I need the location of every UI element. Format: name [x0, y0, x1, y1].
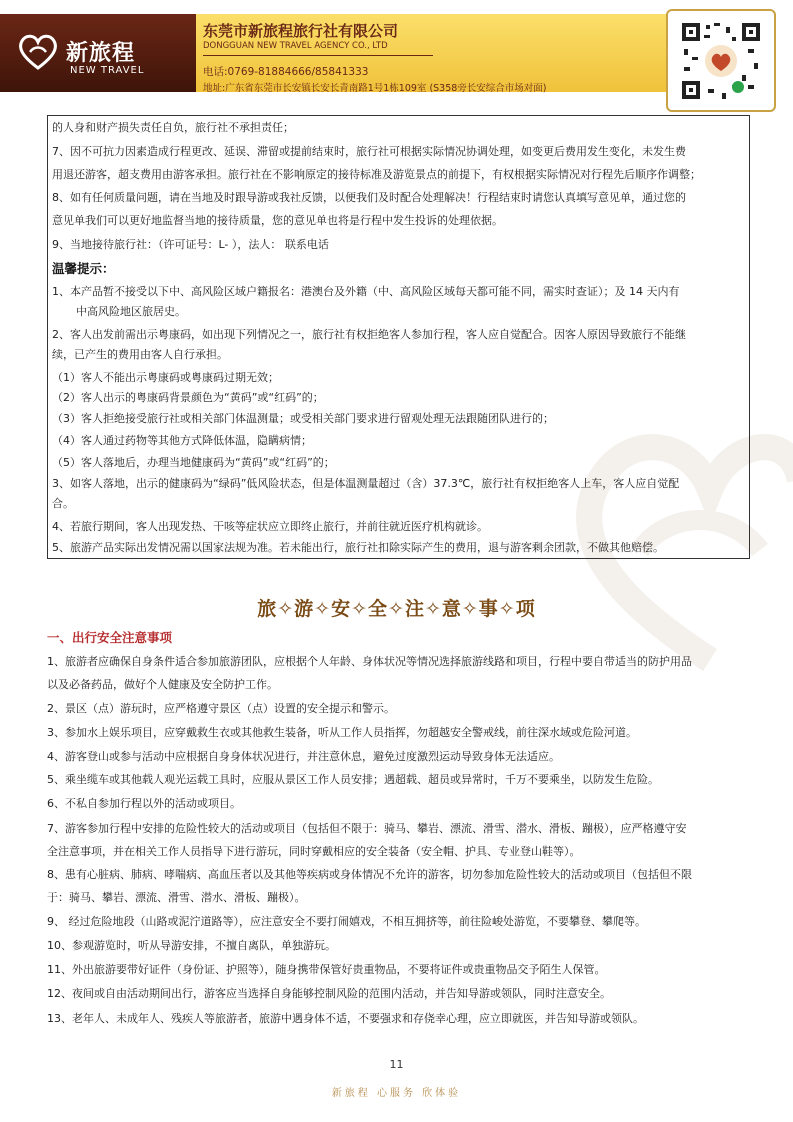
- tip-line: 5、旅游产品实际出发情况需以国家法规为准。若未能出行，旅行社扣除实际产生的费用，退与游客剩余团款，不做其他赔偿。: [52, 541, 664, 554]
- qr-code-frame: [666, 9, 776, 112]
- tip-line: （2）客人出示的粤康码背景颜色为“黄码”或“红码”的；: [52, 391, 324, 404]
- company-english-name: DONGGUAN NEW TRAVEL AGENCY CO., LTD: [203, 41, 388, 51]
- logo-chinese-text: 新旅程: [66, 41, 136, 66]
- safety-line: 12、夜间或自由活动期间出行，游客应当选择自身能够控制风险的范围内活动，并告知导游或领队，同时注意安全。: [47, 987, 611, 1000]
- tip-line: （3）客人拒绝接受旅行社或相关部门体温测量；或受相关部门要求进行留观处理无法跟随团队进行的；: [52, 412, 554, 425]
- tips-heading: 温馨提示：: [52, 261, 115, 276]
- safety-line: 5、乘坐缆车或其他载人观光运载工具时，应服从景区工作人员安排；遇超载、超员或异常时，千万不要乘坐，以防发生危险。: [47, 773, 659, 786]
- notice-line: 8、如有任何质量问题，请在当地及时跟导游或我社反馈，以便我们及时配合处理解决！行程结束时请您认真填写意见单，通过您的: [52, 191, 686, 204]
- tip-line: 4、若旅行期间，客人出现发热、干咳等症状应立即终止旅行，并前往就近医疗机构就诊。: [52, 520, 488, 533]
- safety-line: 4、游客登山或参与活动中应根据自身身体状况进行，并注意休息，避免过度激烈运动导致身体无法适应。: [47, 750, 560, 763]
- tip-line: （1）客人不能出示粤康码或粤康码过期无效；: [52, 371, 279, 384]
- company-name: 东莞市新旅程旅行社有限公司: [203, 22, 399, 40]
- tip-line: 3、如客人落地，出示的健康码为“绿码”低风险状态，但是体温测量超过（含）37.3℃，旅行社有权拒绝客人上车，客人应自觉配: [52, 477, 680, 490]
- safety-line: 全注意事项，并在相关工作人员指导下进行游玩，同时穿戴相应的安全装备（安全帽、护具、专业登山鞋等）。: [47, 845, 581, 858]
- safety-line: 10、参观游览时，听从导游安排，不擅自离队，单独游玩。: [47, 939, 336, 952]
- notice-line: 9、当地接待旅行社：（许可证号：L- ），法人： 联系电话: [52, 238, 329, 251]
- safety-line: 7、游客参加行程中安排的危险性较大的活动或项目（包括但不限于：骑马、攀岩、漂流、滑雪、潜水、滑板、蹦极），应严格遵守安: [47, 822, 687, 835]
- tip-line: 1、本产品暂不接受以下中、高风险区域户籍报名：港澳台及外籍（中、高风险区域每天都可能不同，需实时查证）；及 14 天内有: [52, 285, 680, 298]
- tip-line: （4）客人通过药物等其他方式降低体温，隐瞒病情；: [52, 434, 312, 447]
- tip-line: 中高风险地区旅居史。: [76, 305, 186, 318]
- tip-line: （5）客人落地后，办理当地健康码为“黄码”或“红码”的；: [52, 456, 335, 469]
- tip-line: 合。: [52, 497, 74, 510]
- safety-line: 1、旅游者应确保自身条件适合参加旅游团队，应根据个人年龄、身体状况等情况选择旅游线路和项目，行程中要自带适当的防护用品: [47, 655, 692, 668]
- safety-line: 6、不私自参加行程以外的活动或项目。: [47, 797, 241, 810]
- logo-english-text: NEW TRAVEL: [70, 65, 145, 76]
- notice-line: 的人身和财产损失责任自负，旅行社不承担责任；: [52, 121, 294, 134]
- tip-line: 续，已产生的费用由客人自行承担。: [52, 348, 228, 361]
- logo-panel: [0, 14, 196, 92]
- notice-line: 意见单我们可以更好地监督当地的接待质量，您的意见单也将是行程中发生投诉的处理依据。: [52, 214, 503, 227]
- page-header: [0, 0, 793, 110]
- footer-slogan: 新旅程 心服务 欣体验: [331, 1088, 462, 1099]
- tip-line: 2、客人出发前需出示粤康码，如出现下列情况之一，旅行社有权拒绝客人参加行程，客人应自觉配合。因客人原因导致旅行不能继: [52, 328, 686, 341]
- safety-line: 于：骑马、攀岩、漂流、滑雪、潜水、滑板、蹦极）。: [47, 891, 306, 904]
- heart-logo-icon: [16, 32, 60, 72]
- safety-line: 9、 经过危险地段（山路或泥泞道路等），应注意安全不要打闹嬉戏，不相互拥挤等，前往险峻处游览，不要攀登、攀爬等。: [47, 915, 646, 928]
- company-phone: 电话:0769-81884666/85841333: [203, 66, 369, 78]
- notice-line: 7、因不可抗力因素造成行程更改、延误、滞留或提前结束时，旅行社可根据实际情况协调处理，如变更后费用发生变化，未发生费: [52, 145, 686, 158]
- section-title: 旅✧游✧安✧全✧注✧意✧事✧项: [257, 598, 536, 620]
- qr-code-icon: [678, 19, 764, 103]
- page-number: 11: [389, 1058, 404, 1071]
- notice-line: 用退还游客，超支费用由游客承担。旅行社在不影响原定的接待标准及游览景点的前提下，有权根据实际情况对行程先后顺序作调整；: [52, 168, 701, 181]
- section-subtitle: 一、出行安全注意事项: [47, 630, 173, 645]
- company-address: 地址:广东省东莞市长安镇长安长青南路1号1栋109室 (S358旁长安综合市场对面): [203, 83, 547, 94]
- safety-line: 13、老年人、未成年人、残疾人等旅游者，旅游中遇身体不适，不要强求和存侥幸心理，应立即就医，并告知导游或领队。: [47, 1012, 644, 1025]
- divider: [203, 55, 433, 56]
- safety-line: 以及必备药品，做好个人健康及安全防护工作。: [47, 678, 278, 691]
- safety-line: 3、参加水上娱乐项目，应穿戴救生衣或其他救生装备，听从工作人员指挥，勿超越安全警戒线，前往深水域或危险河道。: [47, 726, 637, 739]
- safety-line: 8、患有心脏病、肺病、哮喘病、高血压者以及其他等疾病或身体情况不允许的游客，切勿参加危险性较大的活动或项目（包括但不限: [47, 868, 692, 881]
- safety-line: 2、景区（点）游玩时，应严格遵守景区（点）设置的安全提示和警示。: [47, 702, 395, 715]
- safety-line: 11、外出旅游要带好证件（身份证、护照等），随身携带保管好贵重物品，不要将证件或贵重物品交予陌生人保管。: [47, 963, 606, 976]
